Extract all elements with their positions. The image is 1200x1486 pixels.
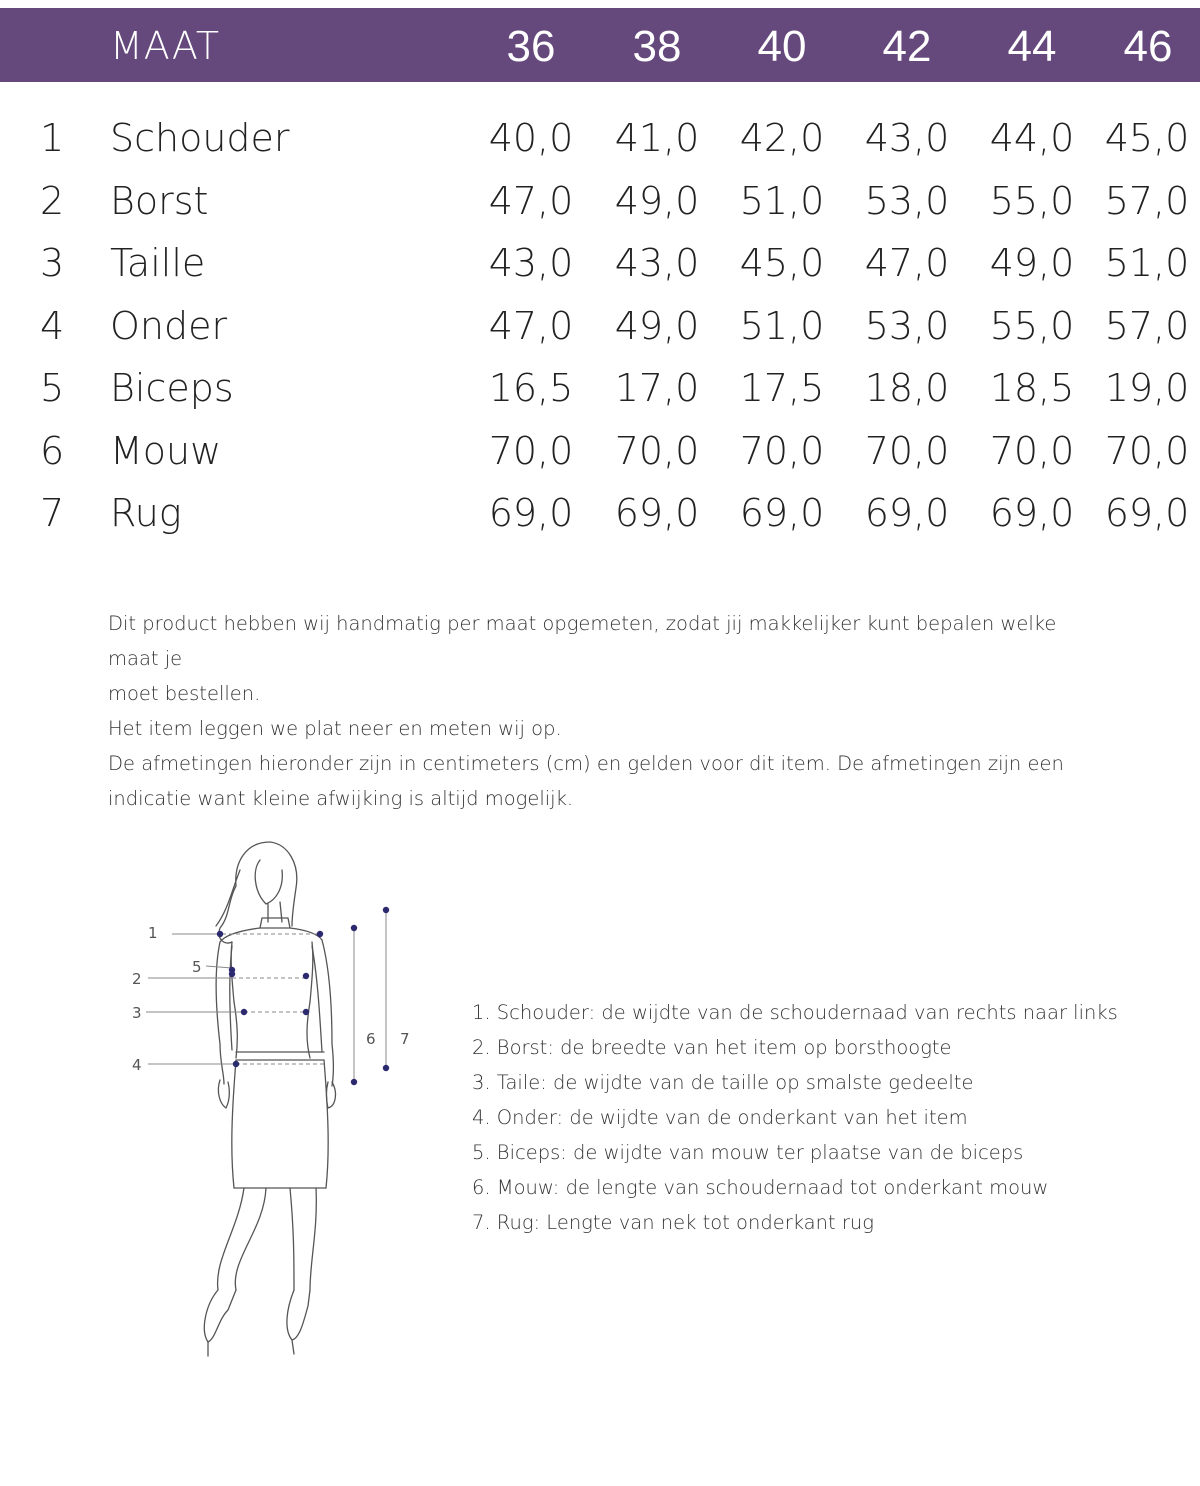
table-cell: 57,0 <box>1104 179 1190 223</box>
figure-label-7: 7 <box>400 1030 410 1048</box>
row-label: Taille <box>110 241 206 285</box>
size-column-44: 44 <box>1007 22 1057 71</box>
row-label: Biceps <box>110 366 234 410</box>
row-number: 5 <box>40 366 65 410</box>
row-label: Mouw <box>110 429 222 473</box>
figure-label-5: 5 <box>192 958 202 976</box>
figure-label-3: 3 <box>132 1004 142 1022</box>
size-column-36: 36 <box>506 22 556 71</box>
intro-line: Het item leggen we plat neer en meten wij op. <box>108 717 562 740</box>
table-cell: 17,5 <box>739 366 825 410</box>
table-row <box>0 491 1200 551</box>
table-row <box>0 429 1200 489</box>
table-cell: 51,0 <box>739 304 825 348</box>
size-column-40: 40 <box>757 22 807 71</box>
table-row <box>0 366 1200 426</box>
figure-label-1: 1 <box>148 924 158 942</box>
measurement-legend <box>472 995 1132 1240</box>
table-cell: 44,0 <box>989 116 1075 160</box>
legend-item: 7. Rug: Lengte van nek tot onderkant rug <box>472 1211 874 1234</box>
table-cell: 49,0 <box>614 179 700 223</box>
table-cell: 47,0 <box>488 304 574 348</box>
table-cell: 18,0 <box>864 366 950 410</box>
table-row <box>0 179 1200 239</box>
table-cell: 45,0 <box>739 241 825 285</box>
table-cell: 69,0 <box>989 491 1075 535</box>
measurement-intro <box>108 606 1108 816</box>
row-number: 4 <box>40 304 65 348</box>
figure-label-4: 4 <box>132 1056 142 1074</box>
table-cell: 49,0 <box>989 241 1075 285</box>
row-label: Onder <box>110 304 228 348</box>
table-cell: 41,0 <box>614 116 700 160</box>
table-cell: 19,0 <box>1104 366 1190 410</box>
size-header-label: MAAT <box>110 24 221 68</box>
table-cell: 47,0 <box>864 241 950 285</box>
table-cell: 49,0 <box>614 304 700 348</box>
figure-label-2: 2 <box>132 970 142 988</box>
table-cell: 70,0 <box>739 429 825 473</box>
intro-line: Dit product hebben wij handmatig per maat opgemeten, zodat jij makkelijker kunt bepalen welke maat je <box>108 612 1057 670</box>
table-row <box>0 304 1200 364</box>
legend-item: 2. Borst: de breedte van het item op borsthoogte <box>472 1036 952 1059</box>
table-cell: 69,0 <box>614 491 700 535</box>
table-cell: 51,0 <box>739 179 825 223</box>
table-cell: 70,0 <box>614 429 700 473</box>
legend-item: 5. Biceps: de wijdte van mouw ter plaatse van de biceps <box>472 1141 1024 1164</box>
row-number: 1 <box>40 116 65 160</box>
legend-item: 4. Onder: de wijdte van de onderkant van het item <box>472 1106 968 1129</box>
size-table-header <box>0 8 1200 82</box>
row-number: 6 <box>40 429 65 473</box>
table-cell: 43,0 <box>614 241 700 285</box>
table-cell: 70,0 <box>864 429 950 473</box>
table-cell: 55,0 <box>989 179 1075 223</box>
table-cell: 57,0 <box>1104 304 1190 348</box>
table-cell: 70,0 <box>989 429 1075 473</box>
table-cell: 42,0 <box>739 116 825 160</box>
size-column-42: 42 <box>882 22 932 71</box>
row-number: 3 <box>40 241 65 285</box>
table-cell: 69,0 <box>1104 491 1190 535</box>
row-number: 7 <box>40 491 65 535</box>
legend-item: 6. Mouw: de lengte van schoudernaad tot onderkant mouw <box>472 1176 1049 1199</box>
table-cell: 17,0 <box>614 366 700 410</box>
table-cell: 18,5 <box>989 366 1075 410</box>
intro-line: De afmetingen hieronder zijn in centimeters (cm) en gelden voor dit item. De afmetingen zijn een <box>108 752 1064 775</box>
table-cell: 43,0 <box>488 241 574 285</box>
table-cell: 70,0 <box>1104 429 1190 473</box>
row-number: 2 <box>40 179 65 223</box>
legend-item: 1. Schouder: de wijdte van de schoudernaad van rechts naar links <box>472 1001 1118 1024</box>
figure-label-6: 6 <box>366 1030 376 1048</box>
table-cell: 69,0 <box>739 491 825 535</box>
table-row <box>0 116 1200 176</box>
table-cell: 53,0 <box>864 179 950 223</box>
intro-line: indicatie want kleine afwijking is altijd mogelijk. <box>108 787 574 810</box>
table-cell: 43,0 <box>864 116 950 160</box>
table-cell: 40,0 <box>488 116 574 160</box>
measurement-figure-illustration <box>120 830 440 1360</box>
row-label: Schouder <box>110 116 290 160</box>
table-cell: 55,0 <box>989 304 1075 348</box>
legend-item: 3. Taile: de wijdte van de taille op smalste gedeelte <box>472 1071 974 1094</box>
table-cell: 45,0 <box>1104 116 1190 160</box>
table-cell: 51,0 <box>1104 241 1190 285</box>
row-label: Borst <box>110 179 209 223</box>
intro-line: moet bestellen. <box>108 682 261 705</box>
table-row <box>0 241 1200 301</box>
size-column-38: 38 <box>632 22 682 71</box>
table-cell: 47,0 <box>488 179 574 223</box>
row-label: Rug <box>110 491 182 535</box>
table-cell: 70,0 <box>488 429 574 473</box>
table-cell: 69,0 <box>864 491 950 535</box>
table-cell: 69,0 <box>488 491 574 535</box>
table-cell: 53,0 <box>864 304 950 348</box>
table-cell: 16,5 <box>488 366 574 410</box>
size-column-46: 46 <box>1123 22 1173 71</box>
